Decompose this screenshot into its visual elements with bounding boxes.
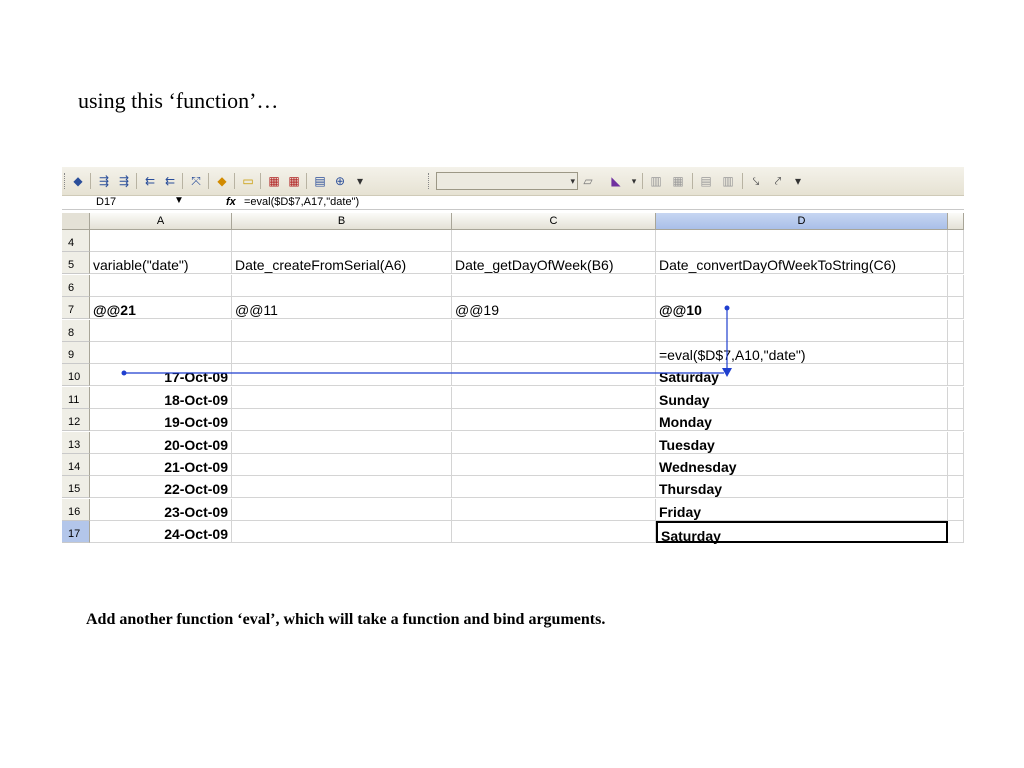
data-table-icon[interactable]: ▦ (672, 174, 684, 188)
row-header[interactable]: 4 (62, 230, 90, 252)
spreadsheet-screenshot (62, 167, 964, 553)
evaluate-formula-icon[interactable]: ⊕ (334, 174, 346, 188)
chevron-down-icon: ▾ (570, 176, 575, 186)
remove-all-arrows-icon[interactable]: ⤧ (191, 174, 201, 188)
column-header-b[interactable]: B (232, 213, 452, 230)
cell-a16[interactable]: 23-Oct-09 (90, 499, 232, 521)
row-header[interactable]: 5 (62, 252, 90, 274)
cell-a12[interactable]: 19-Oct-09 (90, 409, 232, 431)
cell-a7[interactable]: @@21 (90, 297, 232, 319)
chart-type-icon[interactable]: ◣ (611, 174, 621, 188)
circle-invalid-data-icon[interactable]: ▦ (268, 174, 280, 188)
chevron-down-icon[interactable]: ▾ (631, 176, 637, 186)
row-header[interactable]: 8 (62, 320, 90, 342)
cell-d7[interactable]: @@10 (656, 297, 948, 319)
legend-icon[interactable]: ▥ (650, 174, 662, 188)
cell-a15[interactable]: 22-Oct-09 (90, 476, 232, 498)
formula-input[interactable]: =eval($D$7,A17,"date") (244, 196, 360, 208)
column-header-d[interactable]: D (656, 213, 948, 230)
cell-d17[interactable]: Saturday (656, 521, 948, 543)
by-row-icon[interactable]: ▤ (700, 174, 712, 188)
name-box[interactable]: D17 (96, 196, 117, 208)
cell-d13[interactable]: Tuesday (656, 432, 948, 454)
toolbar-options-icon[interactable]: ▾ (356, 174, 364, 188)
row-header[interactable]: 16 (62, 499, 90, 521)
cell-a17[interactable]: 24-Oct-09 (90, 521, 232, 543)
cell-c5[interactable]: Date_getDayOfWeek(B6) (452, 252, 656, 274)
new-comment-icon[interactable]: ▭ (242, 174, 254, 188)
cell-d9[interactable]: =eval($D$7,A10,"date") (656, 342, 948, 364)
watch-window-icon[interactable]: ▤ (314, 174, 326, 188)
row-header[interactable]: 10 (62, 364, 90, 386)
row-header[interactable]: 9 (62, 342, 90, 364)
trace-error-icon[interactable]: ◆ (217, 174, 227, 188)
chevron-down-icon[interactable]: ▼ (174, 195, 184, 206)
remove-dependent-arrows-icon[interactable]: ⇇ (164, 174, 176, 188)
column-header-c[interactable]: C (452, 213, 656, 230)
cell-d11[interactable]: Sunday (656, 387, 948, 409)
cell-d16[interactable]: Friday (656, 499, 948, 521)
cell-a11[interactable]: 18-Oct-09 (90, 387, 232, 409)
row-header[interactable]: 11 (62, 387, 90, 409)
toolbar-options-icon[interactable]: ▾ (794, 174, 802, 188)
cell-d14[interactable]: Wednesday (656, 454, 948, 476)
by-column-icon[interactable]: ▥ (722, 174, 734, 188)
slide-title: using this ‘function’… (78, 88, 279, 113)
row-header[interactable]: 17 (62, 521, 90, 543)
cell-a14[interactable]: 21-Oct-09 (90, 454, 232, 476)
row-header[interactable]: 15 (62, 476, 90, 498)
remove-precedent-arrows-icon[interactable]: ⇶ (118, 174, 130, 188)
row-header[interactable]: 12 (62, 409, 90, 431)
row-header[interactable]: 13 (62, 432, 90, 454)
clear-validation-circles-icon[interactable]: ▦ (288, 174, 300, 188)
row-header[interactable]: 6 (62, 275, 90, 297)
cell-b7[interactable]: @@11 (232, 297, 452, 319)
error-check-icon[interactable]: ◆ (73, 174, 83, 188)
cell-a13[interactable]: 20-Oct-09 (90, 432, 232, 454)
insert-function-icon[interactable]: fx (226, 196, 236, 208)
cell-c7[interactable]: @@19 (452, 297, 656, 319)
cell-d12[interactable]: Monday (656, 409, 948, 431)
row-header[interactable]: 7 (62, 297, 90, 319)
slide-caption: Add another function ‘eval’, which will take a function and bind arguments. (86, 611, 606, 628)
row-header[interactable]: 14 (62, 454, 90, 476)
trace-arrows (62, 167, 964, 553)
cell-a10[interactable]: 17-Oct-09 (90, 364, 232, 386)
column-header-a[interactable]: A (90, 213, 232, 230)
chart-object-icon[interactable]: ▱ (583, 174, 593, 188)
trace-origin-dot (122, 371, 127, 376)
cell-d5[interactable]: Date_convertDayOfWeekToString(C6) (656, 252, 948, 274)
trace-precedents-icon[interactable]: ⇶ (98, 174, 110, 188)
angle-text-down-icon[interactable]: ⤥ (752, 174, 760, 188)
trace-origin-dot (725, 306, 730, 311)
trace-dependents-icon[interactable]: ⇇ (144, 174, 156, 188)
cell-a5[interactable]: variable("date") (90, 252, 232, 274)
cell-d10[interactable]: Saturday (656, 364, 948, 386)
cell-d15[interactable]: Thursday (656, 476, 948, 498)
cell-b5[interactable]: Date_createFromSerial(A6) (232, 252, 452, 274)
angle-text-up-icon[interactable]: ⤤ (774, 174, 782, 188)
